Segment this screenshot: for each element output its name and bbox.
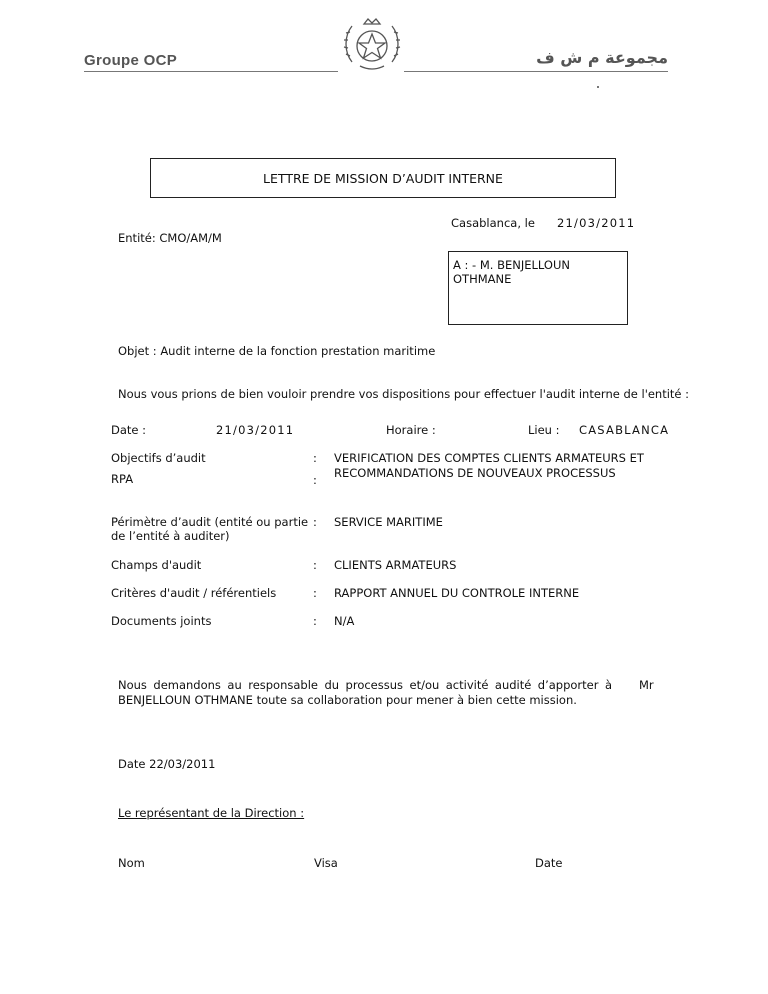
rpa-label: RPA [111,472,134,486]
rpa-colon: : [313,473,317,487]
schedule-place-label: Lieu : [528,423,560,437]
fields-colon: : [313,558,317,572]
intro-text: Nous vous prions de bien vouloir prendre vos dispositions pour effectuer l'audit interne de l'entité : [118,387,690,401]
speck-dot [597,86,599,88]
letter-date: 21/03/2011 [557,216,636,230]
request-line-1: Nous demandons au responsable du processus et/ou activité audité d’apporter à [118,678,612,692]
documents-label: Documents joints [111,614,212,628]
royal-emblem-icon [340,16,404,74]
recipient-box [448,251,628,325]
recipient-text: A : - M. BENJELLOUN OTHMANE [453,258,570,286]
signature-date-line: Date 22/03/2011 [118,757,216,771]
request-mr: Mr [639,678,654,692]
schedule-date-label: Date : [111,423,147,437]
fields-label: Champs d'audit [111,558,202,572]
objectives-label: Objectifs d’audit [111,451,206,465]
entity-line: Entité: CMO/AM/M [118,231,222,245]
schedule-date-value: 21/03/2011 [216,423,295,437]
scope-label: Périmètre d’audit (entité ou partie de l’entité à auditer) [111,515,309,543]
place-label: Casablanca, le [451,216,535,230]
schedule-time-label: Horaire : [386,423,436,437]
criteria-label: Critères d'audit / référentiels [111,586,277,600]
signature-date-label: Date [535,856,563,870]
document-title: LETTRE DE MISSION D’AUDIT INTERNE [263,170,503,186]
signature-visa-label: Visa [314,856,338,870]
criteria-colon: : [313,586,317,600]
representative-heading: Le représentant de la Direction : [118,806,305,820]
objectives-colon: : [313,451,317,465]
scope-value: SERVICE MARITIME [334,515,443,529]
header-rule-right [404,71,668,72]
objectives-value: VERIFICATION DES COMPTES CLIENTS ARMATEURS ET RECOMMANDATIONS DE NOUVEAUX PROCESSUS [334,451,644,480]
signature-name-label: Nom [118,856,145,870]
fields-value: CLIENTS ARMATEURS [334,558,457,572]
brand-arabic: مجموعة م ش ف [536,48,668,67]
header-rule-left [84,71,338,72]
schedule-place-value: CASABLANCA [579,423,670,437]
documents-colon: : [313,614,317,628]
request-line-2: BENJELLOUN OTHMANE toute sa collaboration pour mener à bien cette mission. [118,693,577,707]
criteria-value: RAPPORT ANNUEL DU CONTROLE INTERNE [334,586,580,600]
scope-colon: : [313,515,317,529]
document-title-box [150,158,616,198]
brand-latin: Groupe OCP [84,52,178,69]
documents-value: N/A [334,614,355,628]
object-line: Objet : Audit interne de la fonction prestation maritime [118,344,436,358]
